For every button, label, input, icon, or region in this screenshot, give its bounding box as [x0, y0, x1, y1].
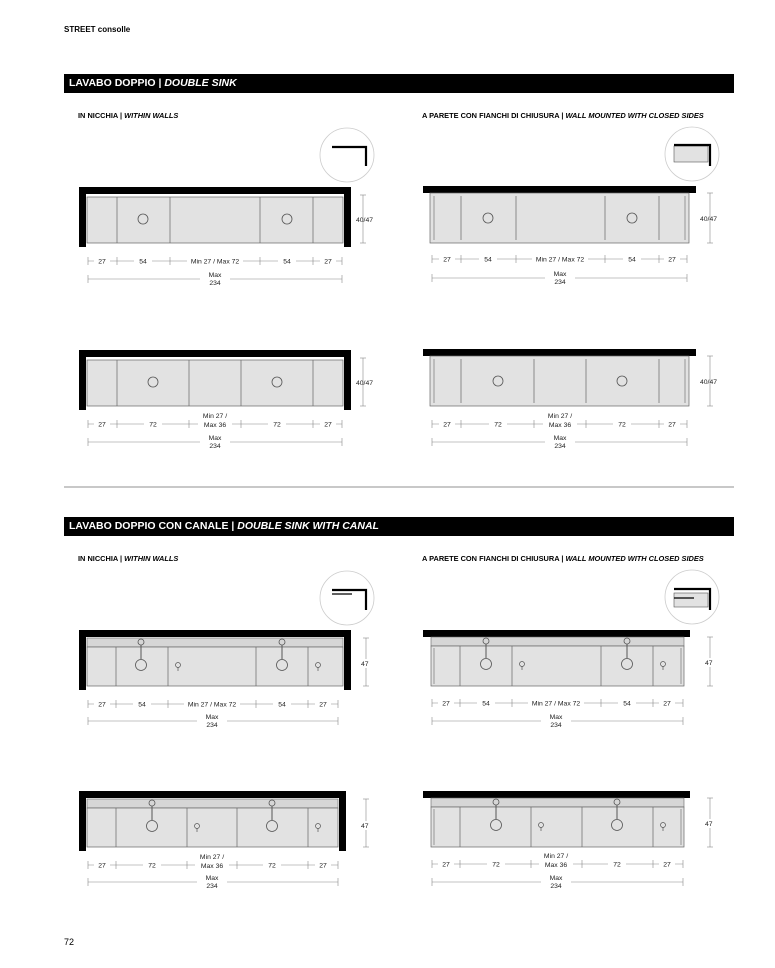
dim-label: 234 [554, 279, 566, 286]
niche-wall-left [79, 187, 86, 247]
dim-label: Min 27 / [202, 413, 228, 420]
dim-label: 54 [482, 700, 490, 708]
height-label: 47 [361, 823, 369, 830]
drawing-double-sink-wall-72 [423, 349, 717, 451]
variant-label-wall-mounted: A PARETE CON FIANCHI DI CHIUSURA | WALL MOUNTED WITH CLOSED SIDES [422, 111, 704, 120]
top-slab [79, 350, 351, 357]
canal [87, 638, 343, 647]
section-title-double-sink: LAVABO DOPPIO | DOUBLE SINK [64, 74, 734, 93]
dim-label: 27 [663, 861, 671, 869]
drawing-double-sink-niche-54 [79, 128, 374, 288]
dim-label: Max [553, 435, 567, 442]
dim-label: 234 [209, 280, 221, 287]
top-slab [79, 187, 351, 194]
dim-label: Min 27 / Max 72 [187, 701, 237, 709]
dim-label: Max [549, 875, 563, 882]
dim-label: 234 [550, 883, 562, 890]
cabinet-body [430, 356, 689, 406]
variant-label-within-walls: IN NICCHIA | WITHIN WALLS [78, 554, 179, 563]
dim-label: Max [205, 714, 219, 721]
cabinet-body [87, 647, 343, 686]
dim-label: 27 [98, 421, 106, 429]
dim-label: 54 [139, 258, 147, 266]
drawing-canal-wall-54 [423, 570, 719, 730]
cabinet-body [431, 646, 684, 686]
drawing-double-sink-niche-72 [79, 350, 373, 451]
variant-label-wall-mounted: A PARETE CON FIANCHI DI CHIUSURA | WALL MOUNTED WITH CLOSED SIDES [422, 554, 704, 563]
height-label: 40/47 [700, 216, 718, 223]
top-slab [423, 186, 696, 193]
canal [431, 798, 684, 807]
cabinet-body [87, 808, 338, 847]
dim-label: 54 [628, 256, 636, 264]
dim-label: Max 36 [544, 862, 568, 869]
document-title: STREET consolle [64, 25, 131, 34]
dim-label: 27 [443, 421, 451, 429]
dim-label: Min 27 / [547, 413, 573, 420]
dim-label: 54 [283, 258, 291, 266]
height-label: 47 [705, 660, 713, 667]
dim-label: 54 [278, 701, 286, 709]
dim-label: 234 [209, 443, 221, 450]
dim-label: Max [208, 435, 222, 442]
drawing-canal-niche-72 [79, 791, 372, 891]
height-label: 47 [361, 661, 369, 668]
dim-label: 27 [443, 256, 451, 264]
dim-label: Min 27 / Max 72 [190, 258, 240, 266]
dim-label: 54 [138, 701, 146, 709]
height-label: 40/47 [356, 380, 374, 387]
dim-label: 72 [268, 862, 276, 870]
drawing-double-sink-wall-54 [423, 127, 719, 287]
drawing-canal-wall-72 [423, 791, 716, 891]
top-slab [423, 630, 690, 637]
page-number: 72 [64, 937, 75, 947]
dim-label: 27 [98, 701, 106, 709]
dim-label: Min 27 / Max 72 [531, 700, 581, 708]
dim-label: Max 36 [548, 422, 572, 429]
dim-label: 72 [273, 421, 281, 429]
top-slab [423, 791, 690, 798]
dim-label: 72 [149, 421, 157, 429]
cabinet-body [87, 197, 343, 243]
dim-label: 72 [492, 861, 500, 869]
top-slab [79, 791, 346, 798]
height-label: 40/47 [356, 217, 374, 224]
dim-label: Max 36 [200, 863, 224, 870]
dim-label: 27 [98, 862, 106, 870]
dim-label: 27 [319, 701, 327, 709]
dim-label: 234 [206, 883, 218, 890]
canal [87, 799, 338, 808]
dim-label: Max [549, 714, 563, 721]
dim-label: Max [553, 271, 567, 278]
height-label: 47 [705, 821, 713, 828]
dim-label: 27 [668, 421, 676, 429]
dim-label: 234 [554, 443, 566, 450]
section-title-double-sink-canal: LAVABO DOPPIO CON CANALE | DOUBLE SINK WITH CANAL [64, 517, 734, 536]
dim-label: Min 27 / [543, 853, 569, 860]
dim-label: 234 [550, 722, 562, 729]
dim-label: Min 27 / Max 72 [535, 256, 585, 264]
dim-label: 27 [319, 862, 327, 870]
top-slab [423, 349, 696, 356]
top-slab [79, 630, 351, 637]
dim-label: 72 [618, 421, 626, 429]
dim-label: 72 [613, 861, 621, 869]
height-label: 40/47 [700, 379, 718, 386]
dim-label: 27 [324, 421, 332, 429]
dim-label: Max [208, 272, 222, 279]
cabinet-body [430, 193, 689, 243]
dim-label: 27 [324, 258, 332, 266]
dim-label: Min 27 / [199, 854, 225, 861]
variant-label-within-walls: IN NICCHIA | WITHIN WALLS [78, 111, 179, 120]
niche-wall-right [344, 187, 351, 247]
canal [431, 637, 684, 646]
dim-label: 27 [442, 700, 450, 708]
dim-label: 27 [668, 256, 676, 264]
drawing-canal-niche-54 [79, 571, 374, 730]
dim-label: 27 [663, 700, 671, 708]
dim-label: 54 [484, 256, 492, 264]
dim-label: Max 36 [203, 422, 227, 429]
dim-label: 54 [623, 700, 631, 708]
dim-label: 27 [98, 258, 106, 266]
cabinet-body [431, 807, 684, 847]
dim-label: Max [205, 875, 219, 882]
cabinet-body [87, 360, 343, 406]
dim-label: 27 [442, 861, 450, 869]
dim-label: 234 [206, 722, 218, 729]
dim-label: 72 [494, 421, 502, 429]
dim-label: 72 [148, 862, 156, 870]
